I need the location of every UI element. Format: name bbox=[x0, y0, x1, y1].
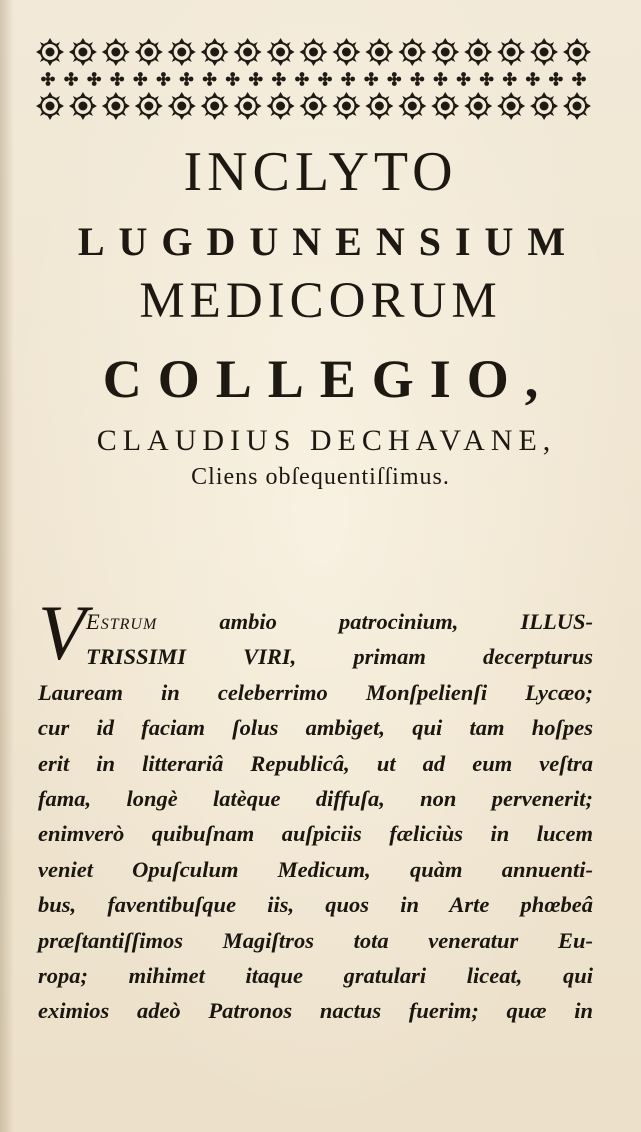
body-line-2: TRISSIMI VIRI, primam decerpturus bbox=[86, 644, 593, 670]
body-line-9: bus, faventibuſque iis, quos in Arte phœbeâ bbox=[38, 892, 593, 918]
dedication-line-collegio: COLLEGIO, bbox=[102, 349, 555, 409]
dedication-line-inclyto: INCLYTO bbox=[183, 141, 458, 203]
dedication-body bbox=[38, 604, 593, 1029]
body-line-12: eximios adeò Patronos nactus fuerim; quæ in bbox=[38, 998, 593, 1024]
body-line-8: veniet Opuſculum Medicum, quàm annuenti- bbox=[38, 856, 593, 882]
headpiece-ornament-icon bbox=[36, 36, 591, 122]
body-line-1-rest: ambio patrocinium, ILLUS- bbox=[219, 609, 593, 634]
body-line-4: cur id faciam ſolus ambiget, qui tam hoſpes bbox=[38, 715, 593, 741]
body-line-1 bbox=[38, 604, 593, 639]
author-subscription: Cliens obſequentiſſimus. bbox=[191, 464, 450, 490]
dedication-line-medicorum: MEDICORUM bbox=[139, 273, 502, 329]
decorative-headpiece bbox=[36, 36, 591, 122]
body-line-7: enimverò quibuſnam auſpiciis fæliciùs in lucem bbox=[38, 821, 593, 847]
body-line-11: ropa; mihimet itaque gratulari liceat, qui bbox=[38, 963, 593, 989]
drop-capital: V bbox=[38, 589, 86, 676]
body-line-6: fama, longè latèque diffuſa, non pervenerit; bbox=[38, 786, 593, 812]
body-line-3: Lauream in celeberrimo Monſpelienſi Lycæo; bbox=[38, 679, 593, 705]
body-line-10: præſtantiſſimos Magiſtros tota veneratur Eu- bbox=[38, 927, 593, 953]
first-word: Estrum bbox=[86, 609, 158, 634]
body-line-5: erit in litterariâ Republicâ, ut ad eum veſtra bbox=[38, 750, 593, 776]
author-name: CLAUDIUS DECHAVANE, bbox=[96, 424, 557, 457]
dedication-line-lugdunensium: LUGDUNENSIUM bbox=[77, 219, 580, 264]
